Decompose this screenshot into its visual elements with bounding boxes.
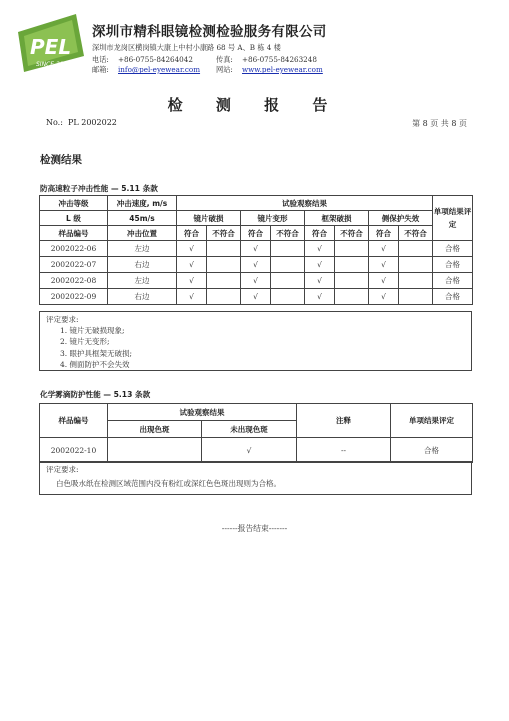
logo-letters: PEL: [30, 35, 72, 59]
table2-requirements: [39, 461, 472, 495]
header-sample-no: 样品编号: [40, 404, 108, 438]
fax-value: +86-0755-84263248: [242, 55, 317, 64]
report-no-value: PL 2002022: [68, 118, 117, 127]
lens-break-pass: √: [177, 257, 207, 273]
header-spot: 出现色斑: [108, 421, 202, 438]
requirement-item: 3. 眼护具框架无破损;: [60, 348, 133, 358]
website-link[interactable]: www.pel-eyewear.com: [242, 65, 323, 74]
header-pass: 符合: [177, 226, 207, 241]
fax-label: 传真:: [216, 55, 233, 64]
sample-no: 2002022-10: [40, 438, 108, 463]
table2-title: 化学雾滴防护性能 — 5.13 条款: [40, 390, 151, 399]
table-row: [40, 438, 473, 463]
sample-no: 2002022-08: [40, 273, 108, 289]
header-impact-level: 冲击等级: [40, 196, 108, 211]
lens-deform-pass: √: [241, 241, 271, 257]
frame-break-pass: √: [305, 289, 335, 305]
requirement-item: 白色吸水纸在检测区域范围内没有粉红或深红色色斑出现则为合格。: [56, 479, 281, 489]
side-fail-fail: [399, 241, 433, 257]
lens-break-fail: [207, 273, 241, 289]
header-pass: 符合: [369, 226, 399, 241]
lens-deform-fail: [271, 257, 305, 273]
sample-no: 2002022-06: [40, 241, 108, 257]
side-fail-pass: √: [369, 273, 399, 289]
header-pass: 符合: [305, 226, 335, 241]
lens-break-pass: √: [177, 241, 207, 257]
requirements-label: 评定要求:: [46, 315, 79, 324]
header-fail: 不符合: [399, 226, 433, 241]
company-address: 深圳市龙岗区横岗镇大康上中村小康路 68 号 A、B 栋 4 楼: [92, 43, 281, 52]
impact-position: 左边: [108, 273, 177, 289]
frame-break-pass: √: [305, 273, 335, 289]
impact-results-table: [39, 195, 473, 305]
lens-deform-pass: √: [241, 289, 271, 305]
web-label: 网站:: [216, 65, 233, 74]
tel-value: +86-0755-84264042: [118, 55, 193, 64]
company-logo: [14, 12, 90, 74]
section-title: 检测结果: [40, 154, 82, 166]
header-observation: 试验观察结果: [177, 196, 433, 211]
side-fail-pass: √: [369, 241, 399, 257]
lens-break-fail: [207, 289, 241, 305]
header-side-fail: 侧保护失效: [369, 211, 433, 226]
frame-break-fail: [335, 257, 369, 273]
speed-value: 45m/s: [108, 211, 177, 226]
lens-deform-fail: [271, 273, 305, 289]
lens-break-pass: √: [177, 273, 207, 289]
side-fail-fail: [399, 257, 433, 273]
lens-break-fail: [207, 241, 241, 257]
header-pass: 符合: [241, 226, 271, 241]
header-fail: 不符合: [271, 226, 305, 241]
row-result: 合格: [391, 438, 473, 463]
chemical-droplet-table: [39, 403, 473, 463]
logo-since: SINCE 2007: [36, 61, 72, 68]
row-result: 合格: [433, 241, 473, 257]
email-link[interactable]: info@pel-eyewear.com: [118, 65, 201, 74]
table-row: [40, 273, 473, 289]
contact-line-web: [92, 65, 323, 75]
note-cell: --: [297, 438, 391, 463]
report-no-label: No.:: [46, 118, 63, 127]
lens-deform-pass: √: [241, 257, 271, 273]
sample-no: 2002022-07: [40, 257, 108, 273]
page-info: 第 8 页 共 8 页: [412, 119, 467, 128]
email-label: 邮箱:: [92, 65, 109, 74]
frame-break-fail: [335, 241, 369, 257]
lens-break-fail: [207, 257, 241, 273]
side-fail-pass: √: [369, 257, 399, 273]
table1-requirements: [39, 311, 472, 371]
row-result: 合格: [433, 273, 473, 289]
header-single-result: 单项结果评定: [391, 404, 473, 438]
header-lens-break: 镜片破损: [177, 211, 241, 226]
requirement-item: 2. 镜片无变形;: [60, 337, 110, 347]
requirement-item: 1. 镜片无破损现象;: [60, 326, 125, 336]
header-no-spot: 未出现色斑: [202, 421, 297, 438]
side-fail-fail: [399, 273, 433, 289]
side-fail-pass: √: [369, 289, 399, 305]
report-end: ------报告结束-------: [221, 524, 288, 533]
header-impact-position: 冲击位置: [108, 226, 177, 241]
lens-break-pass: √: [177, 289, 207, 305]
row-result: 合格: [433, 257, 473, 273]
header-fail: 不符合: [207, 226, 241, 241]
tel-label: 电话:: [92, 55, 109, 64]
header-lens-deform: 镜片变形: [241, 211, 305, 226]
header-note: 注释: [297, 404, 391, 438]
lens-deform-pass: √: [241, 273, 271, 289]
header-frame-break: 框架破损: [305, 211, 369, 226]
frame-break-pass: √: [305, 241, 335, 257]
header-impact-speed: 冲击速度, m/s: [108, 196, 177, 211]
frame-break-fail: [335, 273, 369, 289]
side-fail-fail: [399, 289, 433, 305]
impact-position: 左边: [108, 241, 177, 257]
lens-deform-fail: [271, 289, 305, 305]
row-result: 合格: [433, 289, 473, 305]
header-fail: 不符合: [335, 226, 369, 241]
contact-line-phone: [92, 55, 317, 65]
requirement-item: 4. 侧面防护不会失效: [60, 359, 130, 369]
pel-logo-icon: [14, 12, 90, 74]
table-row: [40, 289, 473, 305]
spot-cell: [108, 438, 202, 463]
header-single-result: 单项结果评定: [433, 196, 473, 241]
header-observation: 试验观察结果: [108, 404, 297, 421]
impact-position: 右边: [108, 257, 177, 273]
report-title: 检 测 报 告: [167, 96, 342, 114]
frame-break-pass: √: [305, 257, 335, 273]
company-name: 深圳市精科眼镜检测检验服务有限公司: [92, 24, 327, 40]
table-row: [40, 257, 473, 273]
level-value: L 级: [40, 211, 108, 226]
sample-no: 2002022-09: [40, 289, 108, 305]
no-spot-cell: √: [202, 438, 297, 463]
report-number: [46, 118, 117, 127]
impact-position: 右边: [108, 289, 177, 305]
table1-title: 防高速粒子冲击性能 — 5.11 条款: [40, 184, 158, 193]
frame-break-fail: [335, 289, 369, 305]
requirements-label: 评定要求:: [46, 465, 79, 474]
header-sample-no: 样品编号: [40, 226, 108, 241]
table-row: [40, 241, 473, 257]
lens-deform-fail: [271, 241, 305, 257]
